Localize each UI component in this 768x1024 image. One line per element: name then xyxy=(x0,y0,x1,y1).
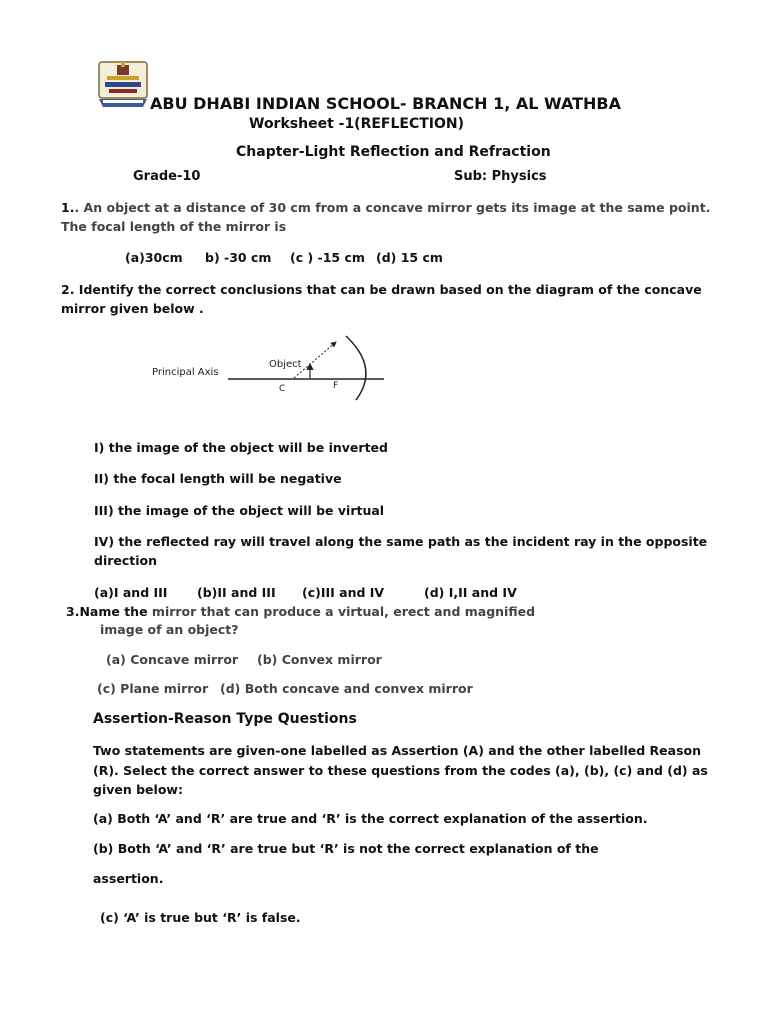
q2-line2: mirror given below . xyxy=(61,301,204,316)
q3-text: mirror that can produce a virtual, erect and magnified xyxy=(147,604,536,619)
assertion-intro-1: Two statements are given-one labelled as Assertion (A) and the other labelled Reason xyxy=(93,743,702,758)
q2-statement-1: I) the image of the object will be inverted xyxy=(94,440,388,455)
assertion-heading: Assertion-Reason Type Questions xyxy=(93,711,357,727)
grade-label: Grade-10 xyxy=(133,169,201,184)
q2-line1: 2. Identify the correct conclusions that can be drawn based on the diagram of the concave xyxy=(61,282,702,297)
principal-axis-label: Principal Axis xyxy=(152,367,219,378)
q2-option-d: (d) I,II and IV xyxy=(424,585,517,600)
q3-prefix: 3.Name the xyxy=(66,604,148,619)
subject-label: Sub: Physics xyxy=(454,169,547,184)
q3-option-c: (c) Plane mirror xyxy=(97,681,209,696)
object-label: Object xyxy=(269,359,302,370)
assertion-code-b: (b) Both ‘A’ and ‘R’ are true but ‘R’ is not the correct explanation of the xyxy=(93,841,599,856)
q2-option-b: (b)II and III xyxy=(197,585,276,600)
assertion-intro-3: given below: xyxy=(93,782,183,797)
concave-mirror-curve xyxy=(346,336,366,400)
focus-label: F xyxy=(333,381,339,391)
q1-line2: The focal length of the mirror is xyxy=(61,219,287,234)
q2-statement-2: II) the focal length will be negative xyxy=(94,471,342,486)
q1-text: . An object at a distance of 30 cm from a concave mirror gets its image at the same point. xyxy=(74,200,711,215)
center-of-curvature-label: C xyxy=(279,384,286,394)
assertion-code-a: (a) Both ‘A’ and ‘R’ are true and ‘R’ is the correct explanation of the assertion. xyxy=(93,811,648,826)
school-name: ABU DHABI INDIAN SCHOOL- BRANCH 1, AL WATHBA xyxy=(150,94,621,113)
q3-line2: image of an object? xyxy=(100,622,239,637)
q3-option-b: (b) Convex mirror xyxy=(257,652,382,667)
q2-option-a: (a)I and III xyxy=(94,585,168,600)
q1-option-d: (d) 15 cm xyxy=(376,250,443,265)
assertion-code-c: (c) ‘A’ is true but ‘R’ is false. xyxy=(100,910,301,925)
q1-option-b: b) -30 cm xyxy=(205,250,272,265)
q3-option-d: (d) Both concave and convex mirror xyxy=(220,681,473,696)
assertion-code-b-cont: assertion. xyxy=(93,871,164,886)
q3-line1 xyxy=(66,604,535,619)
chapter-title: Chapter-Light Reflection and Refraction xyxy=(236,144,551,160)
q3-option-a: (a) Concave mirror xyxy=(106,652,239,667)
q1-number: 1. xyxy=(61,200,75,215)
assertion-intro-2: (R). Select the correct answer to these questions from the codes (a), (b), (c) and (d) as xyxy=(93,763,708,778)
worksheet-title: Worksheet -1(REFLECTION) xyxy=(249,116,465,132)
q2-statement-4: IV) the reflected ray will travel along the same path as the incident ray in the opposite xyxy=(94,534,708,549)
school-crest-logo xyxy=(97,59,149,111)
q1-option-a: (a)30cm xyxy=(125,250,183,265)
q1-option-c: (c ) -15 cm xyxy=(290,250,365,265)
q1-line1 xyxy=(61,200,710,215)
q2-option-c: (c)III and IV xyxy=(302,585,385,600)
q2-statement-3: III) the image of the object will be virtual xyxy=(94,503,385,518)
concave-mirror-diagram xyxy=(148,330,388,402)
q2-statement-4-cont: direction xyxy=(94,553,158,568)
